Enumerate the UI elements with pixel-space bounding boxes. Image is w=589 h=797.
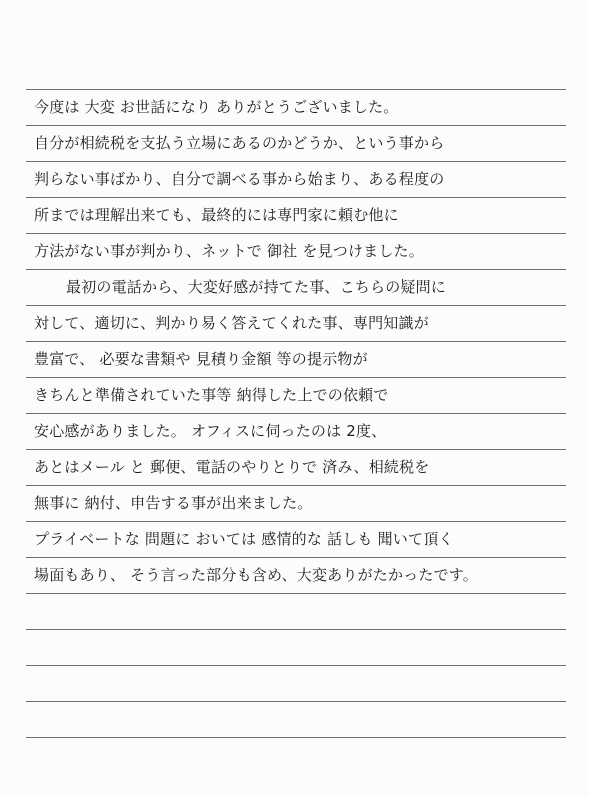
ruled-line [26, 521, 566, 522]
ruled-line [26, 125, 566, 126]
letter-line: 場面もあり、 そう言った部分も含め、大変ありがたかったです。 [34, 566, 478, 584]
letter-line: 自分が相続税を支払う立場にあるのかどうか、という事から [34, 134, 445, 152]
ruled-line [26, 593, 566, 594]
ruled-line [26, 197, 566, 198]
letter-line: 所までは理解出来ても、最終的には専門家に頼む他に [34, 206, 399, 224]
ruled-line [26, 377, 566, 378]
ruled-line [26, 557, 566, 558]
ruled-line [26, 665, 566, 666]
letter-line: きちんと準備されていた事等 納得した上での依頼で [34, 386, 389, 404]
ruled-line [26, 269, 566, 270]
ruled-line [26, 629, 566, 630]
ruled-line [26, 89, 566, 90]
letter-line: 方法がない事が判かり、ネットで 御社 を見つけました。 [34, 242, 424, 260]
letter-line: 安心感がありました。 オフィスに伺ったのは 2度、 [34, 422, 387, 440]
letter-line: 判らない事ばかり、自分で調べる事から始まり、ある程度の [34, 170, 445, 188]
letter-line: 最初の電話から、大変好感が持てた事、こちらの疑問に [66, 278, 447, 296]
ruled-line [26, 485, 566, 486]
ruled-line [26, 161, 566, 162]
letter-line: プライベートな 問題に おいては 感情的な 話しも 聞いて頂く [34, 530, 454, 548]
ruled-line [26, 341, 566, 342]
ruled-line [26, 305, 566, 306]
letter-line: 今度は 大変 お世話になり ありがとうございました。 [34, 98, 399, 116]
ruled-line [26, 413, 566, 414]
letter-line: 豊富で、 必要な書類や 見積り金額 等の提示物が [34, 350, 368, 368]
ruled-line [26, 233, 566, 234]
ruled-line [26, 701, 566, 702]
letter-line: 無事に 納付、申告する事が出来ました。 [34, 494, 313, 512]
letter-line: 対して、適切に、判かり易く答えてくれた事、専門知識が [34, 314, 429, 332]
ruled-line [26, 449, 566, 450]
letter-line: あとはメール と 郵便、電話のやりとりで 済み、相続税を [34, 458, 430, 476]
ruled-line [26, 737, 566, 738]
